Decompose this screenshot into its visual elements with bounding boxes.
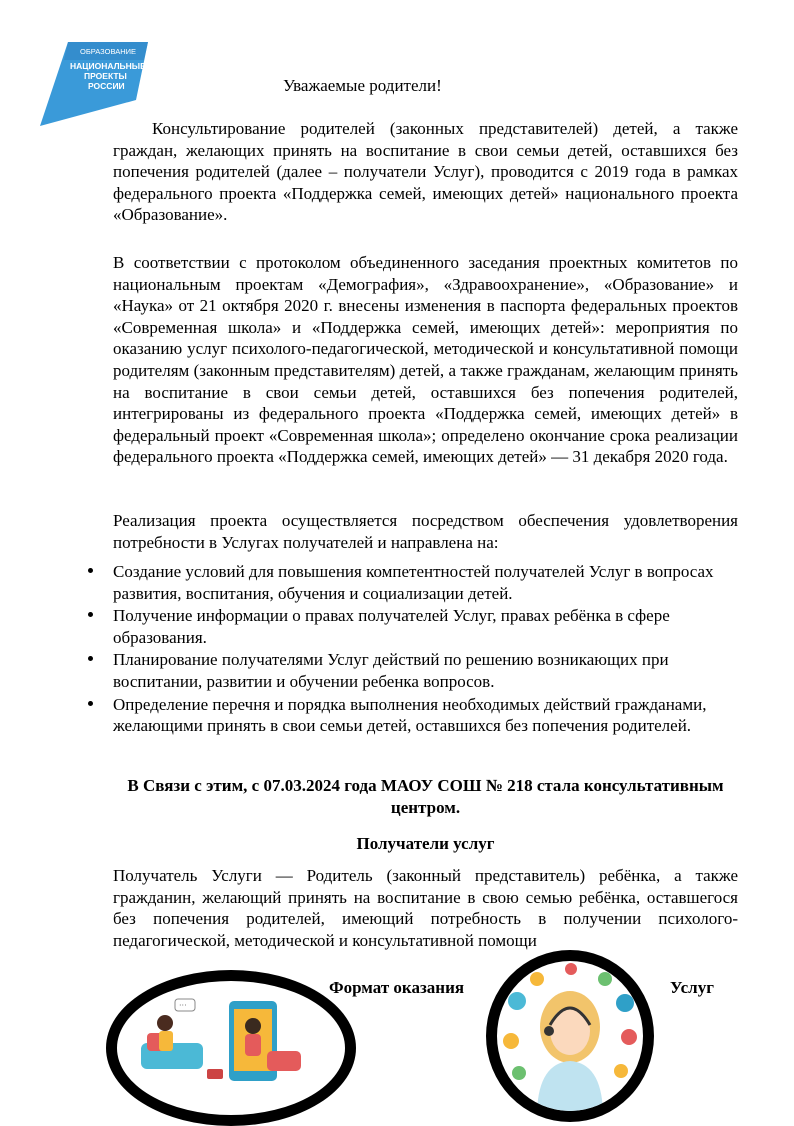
- logo-line3: ПРОЕКТЫ: [84, 71, 127, 81]
- list-item: Определение перечня и порядка выполнения необходимых действий гражданами, желающими принять в свои семьи детей, оставшихся без попечения родителей.: [113, 694, 743, 737]
- list-item: Планирование получателями Услуг действий по решению возникающих при воспитании, развитии и обучении ребенка вопросов.: [113, 649, 743, 692]
- implementation-paragraph: Реализация проекта осуществляется посредством обеспечения удовлетворения потребности в Услугах получателей и направлена на:: [113, 511, 738, 552]
- goals-list: [113, 561, 743, 738]
- announcement: В Связи с этим, с 07.03.2024 года МАОУ СОШ № 218 стала консультативным центром.: [127, 776, 724, 817]
- services-label: Услуг: [670, 978, 714, 997]
- intro-paragraph: Консультирование родителей (законных представителей) детей, а также граждан, желающих принять на воспитание в свои семьи детей, оставшихся без попечения родителей (далее – получатели Услуг), проводится с 2019 года в рамках федерального проекта «Поддержка семей, имеющих детей» национального проекта «Образование».: [113, 119, 738, 225]
- recipients-heading: Получатели услуг: [356, 834, 495, 853]
- page-title: Уважаемые родители!: [283, 76, 442, 95]
- list-item: Создание условий для повышения компетентностей получателей Услуг в вопросах развития, воспитания, обучения и социализации детей.: [113, 561, 743, 604]
- logo-line4: РОССИИ: [88, 81, 125, 91]
- list-item: Получение информации о правах получателей Услуг, правах ребёнка в сфере образования.: [113, 605, 743, 648]
- svg-text:···: ···: [179, 1001, 187, 1010]
- national-projects-logo: [40, 38, 150, 130]
- bullet-icon: [88, 656, 93, 661]
- operator-headset-illustration: [486, 950, 654, 1122]
- bullet-icon: [88, 568, 93, 573]
- logo-line2: НАЦИОНАЛЬНЫЕ: [70, 61, 146, 71]
- logo-line1: ОБРАЗОВАНИЕ: [80, 47, 137, 56]
- video-consultation-illustration: [106, 970, 356, 1126]
- protocol-paragraph: В соответствии с протоколом объединенного заседания проектных комитетов по национальным проектам «Демография», «Здравоохранение», «Образование» и «Наука» от 21 октября 2020 г. внесены изменения в паспорта федеральных проектов «Современная школа» и «Поддержка семей, имеющих детей»: мероприятия по оказанию услуг психолого-педагогической, методической и консультативной помощи родителям (законным представителям) детей, а также гражданам, желающим принять на воспитание в свои семьи детей, оставшихся без попечения родителей, интегрированы из федерального проекта «Поддержка семей, имеющих детей» в федеральный проект «Современная школа»; определено окончание срока реализации федерального проекта «Поддержка семей, имеющих детей» — 31 декабря 2020 года.: [113, 253, 738, 467]
- bullet-icon: [88, 612, 93, 617]
- recipients-paragraph: Получатель Услуги — Родитель (законный представитель) ребёнка, а также гражданин, желающий принять на воспитание в свою семью ребёнка, оставшегося без попечения родителей, имеющий потребность в получении психолого-педагогической, методической и консультативной помощи: [113, 866, 738, 950]
- format-label: Формат оказания: [329, 978, 465, 997]
- bullet-icon: [88, 701, 93, 706]
